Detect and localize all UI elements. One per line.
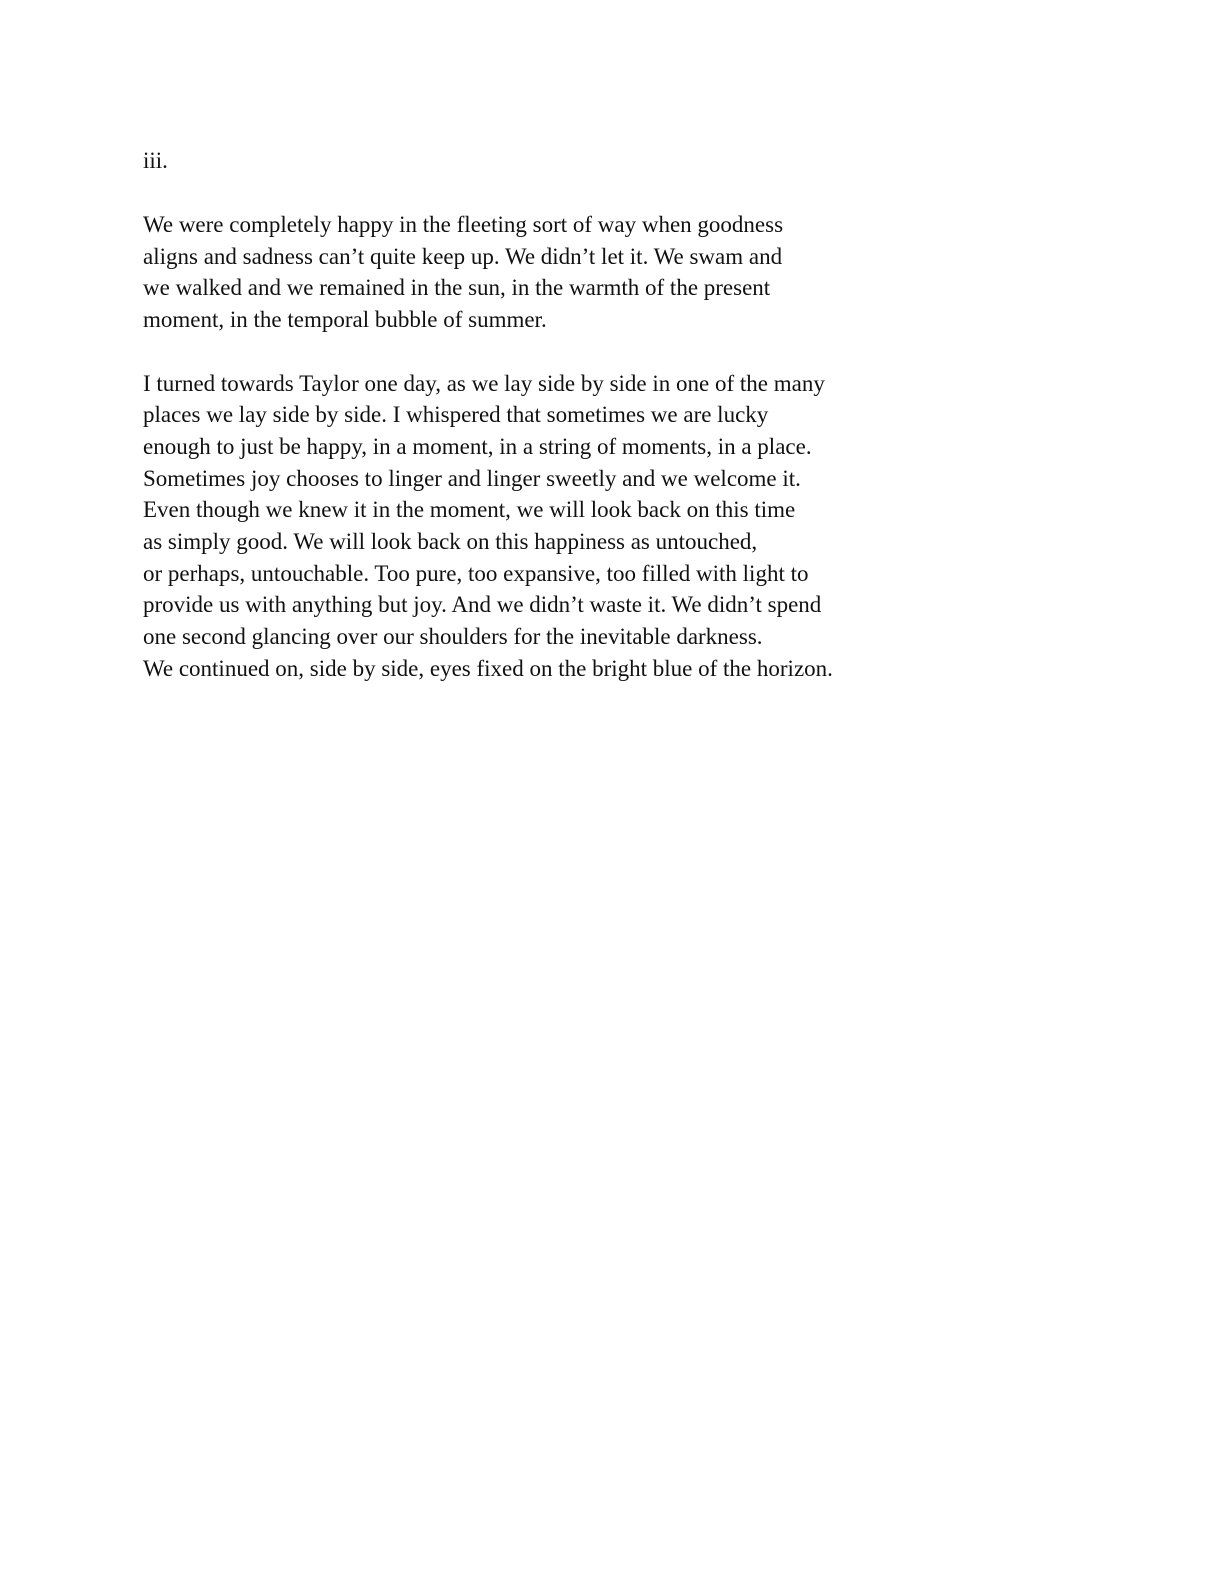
section-number: iii. — [143, 148, 168, 173]
paragraph-line: Even though we knew it in the moment, we will look back on this time — [143, 497, 796, 523]
document-page — [143, 145, 1043, 716]
paragraph-line: We continued on, side by side, eyes fixed on the bright blue of the horizon. — [143, 655, 833, 681]
paragraph-line: aligns and sadness can’t quite keep up. We didn’t let it. We swam and — [143, 243, 783, 269]
paragraph-line: we walked and we remained in the sun, in the warmth of the present — [143, 275, 771, 301]
paragraph-line: Sometimes joy chooses to linger and linger sweetly and we welcome it. — [143, 465, 801, 491]
paragraph-2 — [143, 368, 1043, 685]
paragraph-line: We were completely happy in the fleeting sort of way when goodness — [143, 212, 784, 237]
paragraph-line: enough to just be happy, in a moment, in a string of moments, in a place. — [143, 433, 812, 459]
paragraph-line: moment, in the temporal bubble of summer. — [143, 307, 547, 333]
paragraph-line: one second glancing over our shoulders for the inevitable darkness. — [143, 624, 763, 650]
paragraph-1 — [143, 209, 1043, 336]
paragraph-line: or perhaps, untouchable. Too pure, too expansive, too filled with light to — [143, 560, 809, 586]
paragraph-line: places we lay side by side. I whispered that sometimes we are lucky — [143, 402, 769, 428]
paragraph-line: I turned towards Taylor one day, as we lay side by side in one of the many — [143, 370, 825, 396]
paragraph-line: provide us with anything but joy. And we didn’t waste it. We didn’t spend — [143, 592, 822, 618]
paragraph-line: as simply good. We will look back on this happiness as untouched, — [143, 529, 758, 555]
